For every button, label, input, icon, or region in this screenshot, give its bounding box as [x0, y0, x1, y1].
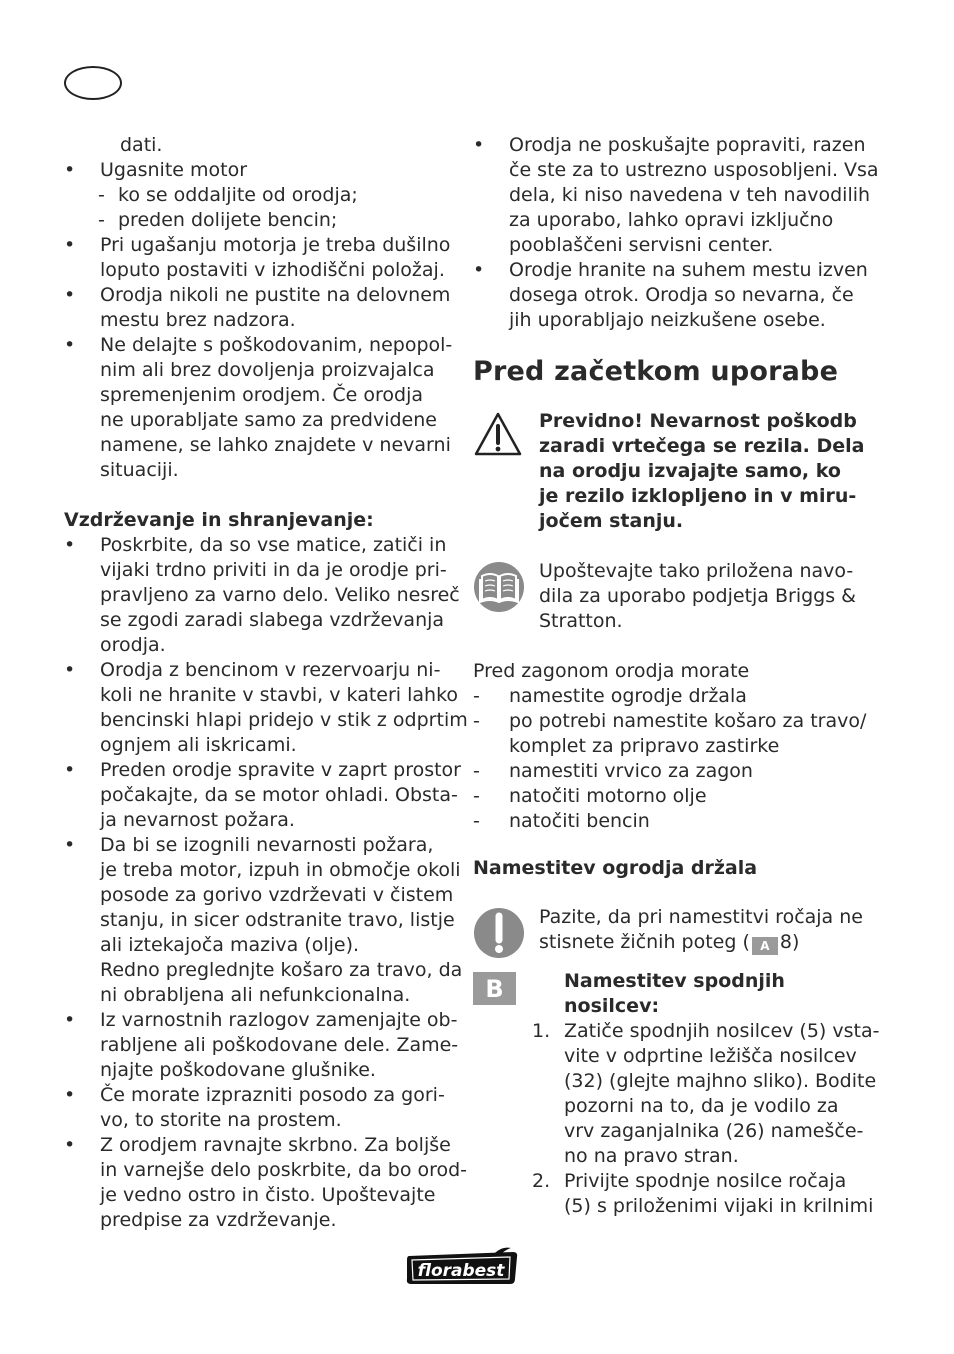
dash-marker: - [473, 685, 480, 707]
bullet-marker: • [64, 284, 76, 306]
bullet-continuation: koli ne hranite v stavbi, v kateri lahko [100, 684, 459, 706]
bullet-continuation: posode za gorivo vzdrževati v čistem [100, 884, 454, 906]
dash-text: po potrebi namestite košaro za travo/ [509, 710, 867, 732]
attention-notice [473, 905, 863, 955]
bullet-continuation: počakajte, da se motor ohladi. Obsta- [100, 784, 458, 806]
step-block [473, 969, 863, 1019]
bullet-continuation: za uporabo, lahko opravi izključno [509, 209, 834, 231]
figure-reference: A [752, 937, 778, 955]
step-item [473, 1019, 880, 1044]
subsection-title: Namestitev ogrodja držala [473, 857, 758, 879]
dash-marker: - [473, 710, 480, 732]
dash-item [473, 709, 867, 734]
manual-line: dila za uporabo podjetja Briggs & [539, 585, 856, 607]
step-continuation: vite v odprtine ležišča nosilcev [564, 1045, 857, 1067]
dash-item: - preden dolijete bencin; [98, 209, 338, 231]
dash-marker: - [473, 810, 480, 832]
bullet-marker: • [64, 659, 76, 681]
step-continuation: (32) (glejte majhno sliko). Bodite [564, 1070, 877, 1092]
warning-line: na orodju izvajajte samo, ko [539, 460, 841, 482]
exclamation-icon [473, 907, 525, 964]
bullet-item [64, 1083, 448, 1108]
bullet-marker: • [64, 234, 76, 256]
dash-text: namestiti vrvico za zagon [509, 760, 753, 782]
bullet-continuation: pooblaščeni servisni center. [509, 234, 774, 256]
dash-item [473, 759, 863, 784]
attention-text: stisnete žičnih poteg ( A 8) [539, 931, 800, 953]
bullet-continuation: dosega otrok. Orodja so nevarna, če [509, 284, 854, 306]
bullet-marker: • [473, 134, 485, 156]
warning-line: Previdno! Nevarnost poškodb [539, 410, 857, 432]
bullet-item [64, 533, 448, 558]
manual-text [539, 559, 863, 634]
manual-book-icon [473, 561, 525, 618]
bullet-continuation: dela, ki niso navedena v teh navodilih [509, 184, 871, 206]
dash-text: natočiti motorno olje [509, 785, 707, 807]
bullet-marker: • [64, 334, 76, 356]
florabest-logo [405, 1246, 520, 1288]
bullet-text: Poskrbite, da so vse matice, zatiči in [100, 534, 447, 556]
bullet-continuation: spremenjenim orodjem. Če orodja [100, 384, 423, 406]
bullet-continuation: mestu brez nadzora. [100, 309, 296, 331]
bullet-text: Orodja ne poskušajte popraviti, razen [509, 134, 866, 156]
step-continuation: (5) s priloženimi vijaki in krilnimi [564, 1195, 874, 1217]
dash-item [473, 809, 863, 834]
step-text: Privijte spodnje nosilce ročaja [564, 1170, 847, 1192]
manual-notice [473, 559, 863, 634]
dash-marker: - [473, 785, 480, 807]
bullet-continuation: vo, to storite na prostem. [100, 1109, 342, 1131]
bullet-continuation: ne uporabljate samo za predvidene [100, 409, 437, 431]
bullet-continuation: predpise za vzdrževanje. [100, 1209, 337, 1231]
bullet-continuation: situaciji. [100, 459, 179, 481]
figure-label: B [473, 972, 516, 1005]
bullet-marker: • [64, 534, 76, 556]
bullet-continuation: se zgodi zaradi slabega vzdrževanja [100, 609, 445, 631]
step-text: Zatiče spodnjih nosilcev (5) vsta- [564, 1020, 880, 1042]
step-item [473, 1169, 863, 1194]
bullet-text: Pri ugašanju motorja je treba dušilno [100, 234, 451, 256]
warning-notice [473, 409, 863, 534]
bullet-continuation: rabljene ali poškodovane dele. Zame- [100, 1034, 459, 1056]
bullet-item [64, 833, 448, 858]
bullet-marker: • [64, 1134, 76, 1156]
bullet-continuation: in varnejše delo poskrbite, da bo orod- [100, 1159, 468, 1181]
bullet-item [64, 1133, 451, 1158]
bullet-text: Preden orodje spravite v zaprt prostor [100, 759, 461, 781]
bullet-marker: • [64, 1084, 76, 1106]
bullet-continuation: Redno preglednjte košaro za travo, da [100, 959, 463, 981]
dash-text: namestite ogrodje držala [509, 685, 747, 707]
dash-continuation: komplet za pripravo zastirke [509, 735, 780, 757]
manual-line: Stratton. [539, 610, 623, 632]
section-title: Pred začetkom uporabe [473, 356, 839, 387]
bullet-text: Ne delajte s poškodovanim, nepopol- [100, 334, 453, 356]
step-number: 2. [532, 1170, 551, 1192]
step-number: 1. [532, 1020, 551, 1042]
bullet-list [64, 233, 453, 483]
bullet-list [64, 533, 468, 1233]
bullet-continuation: je treba motor, izpuh in območje okoli [100, 859, 461, 881]
numbered-steps [473, 1019, 880, 1219]
bullet-text: Da bi se izognili nevarnosti požara, [100, 834, 434, 856]
bullet-text: Orodje hranite na suhem mestu izven [509, 259, 868, 281]
bullet-text: Orodja z bencinom v rezervoarju ni- [100, 659, 441, 681]
dash-item: - ko se oddaljite od orodja; [98, 184, 358, 206]
bullet-marker: • [64, 1009, 76, 1031]
bullet-continuation: je vedno ostro in čisto. Upoštevajte [100, 1184, 436, 1206]
bullet-continuation: pravljeno za varno delo. Veliko nesreč [100, 584, 460, 606]
bullet-item: • Ugasnite motor [64, 159, 248, 181]
bullet-continuation: bencinski hlapi pridejo v stik z odprtim [100, 709, 468, 731]
bullet-marker: • [64, 834, 76, 856]
step-heading: nosilcev: [564, 995, 660, 1017]
bullet-marker: • [64, 159, 76, 181]
warning-text [539, 409, 863, 534]
bullet-continuation: loputo postaviti v izhodiščni položaj. [100, 259, 445, 281]
bullet-marker: • [473, 259, 485, 281]
brand-text: florabest [417, 1261, 505, 1281]
bullet-item [64, 1008, 458, 1033]
continuation-text: dati. [120, 134, 163, 156]
language-badge [64, 66, 122, 100]
dash-list [473, 684, 867, 834]
bullet-continuation: ali iztekajoča maziva (olje). [100, 934, 360, 956]
bullet-continuation: ni obrabljena ali nefunkcionalna. [100, 984, 411, 1006]
bullet-continuation: njajte poškodovane glušnike. [100, 1059, 376, 1081]
warning-line: zaradi vrtečega se rezila. Dela [539, 435, 865, 457]
bullet-text: Orodja nikoli ne pustite na delovnem [100, 284, 451, 306]
bullet-item [64, 283, 451, 308]
bullet-continuation: ognjem ali iskricami. [100, 734, 297, 756]
step-continuation: no na pravo stran. [564, 1145, 739, 1167]
step-heading: Namestitev spodnjih [564, 970, 785, 992]
right-column [473, 133, 880, 1219]
bullet-continuation: vijaki trdno priviti in da je orodje pri- [100, 559, 447, 581]
warning-line: je rezilo izklopljeno in v miru- [539, 485, 857, 507]
bullet-continuation: če ste za to ustrezno usposobljeni. Vsa [509, 159, 879, 181]
manual-line: Upoštevajte tako priložena navo- [539, 560, 854, 582]
bullet-marker: • [64, 759, 76, 781]
step-continuation: vrv zaganjalnika (26) nameščе- [564, 1120, 864, 1142]
left-column [64, 133, 468, 1233]
warning-triangle-icon [473, 411, 523, 462]
bullet-text: Z orodjem ravnajte skrbno. Za boljše [100, 1134, 451, 1156]
bullet-item [473, 133, 866, 158]
bullet-text: Če morate izprazniti posodo za gori- [100, 1084, 445, 1106]
bullet-text: Iz varnostnih razlogov zamenjajte ob- [100, 1009, 458, 1031]
dash-marker: - [473, 760, 480, 782]
bullet-item [64, 233, 451, 258]
bullet-continuation: stanju, in sicer odstranite travo, listje [100, 909, 455, 931]
bullet-continuation: ja nevarnost požara. [100, 809, 295, 831]
bullet-continuation: orodja. [100, 634, 166, 656]
before-start-text: Pred zagonom orodja morate [473, 660, 750, 682]
bullet-item [473, 258, 868, 283]
bullet-continuation: nim ali brez dovoljenja proizvajalca [100, 359, 435, 381]
maintenance-heading: Vzdrževanje in shranjevanje: [64, 509, 374, 531]
dash-item [473, 684, 863, 709]
step-continuation: pozorni na to, da je vodilo za [564, 1095, 839, 1117]
dash-item [473, 784, 863, 809]
bullet-continuation: jih uporabljajo neizkušene osebe. [509, 309, 826, 331]
bullet-item [64, 333, 453, 358]
bullet-list [473, 133, 879, 333]
warning-line: jočem stanju. [539, 510, 684, 532]
attention-text: Pazite, da pri namestitvi ročaja ne [539, 906, 863, 928]
dash-text: natočiti bencin [509, 810, 650, 832]
bullet-item [64, 658, 448, 683]
bullet-item [64, 758, 461, 783]
bullet-continuation: namene, se lahko znajdete v nevarni [100, 434, 451, 456]
